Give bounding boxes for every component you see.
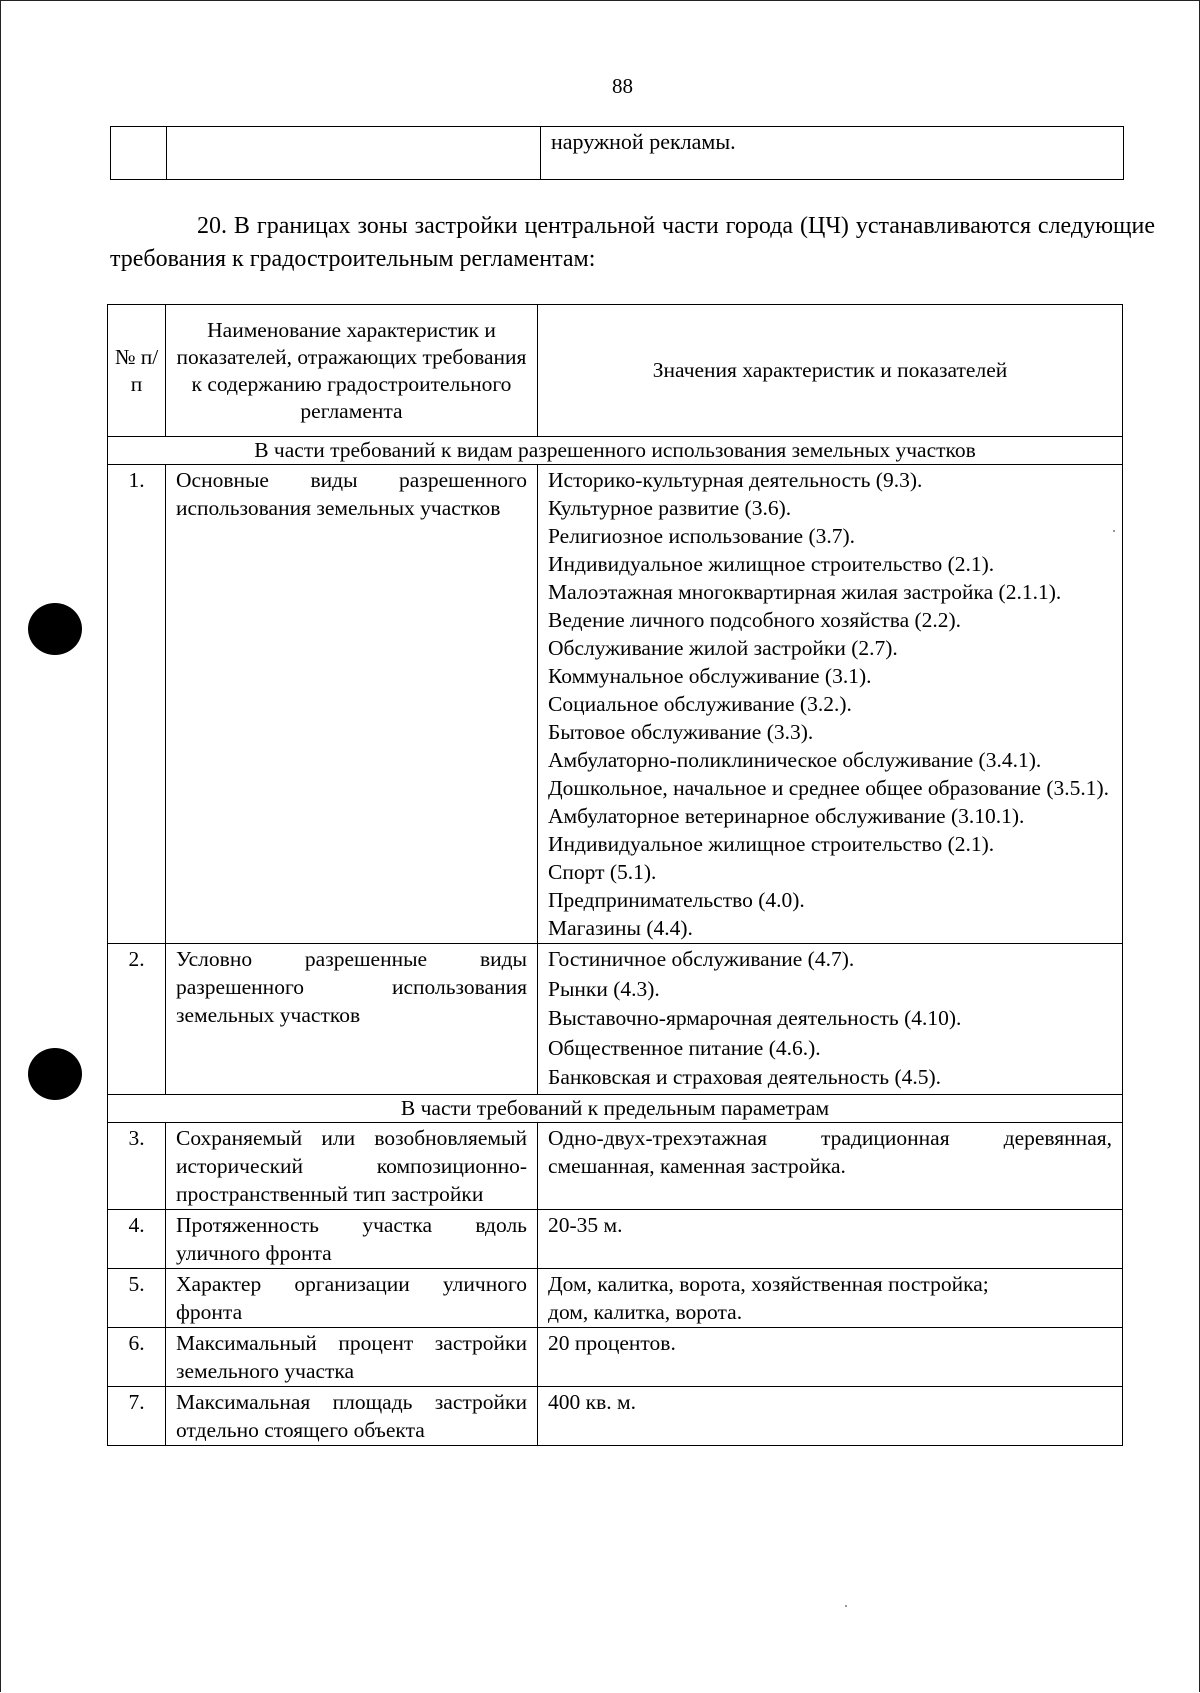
section-row [108, 437, 1123, 465]
paragraph-number: 20. [197, 213, 227, 239]
paragraph-text: В границах зоны застройки центральной части города (ЦЧ) устанавливаются следующие требования к градостроительным регламентам: [110, 213, 1156, 272]
row-values [538, 944, 1123, 1095]
value-line: Гостиничное обслуживание (4.7). [548, 947, 855, 971]
row-values [538, 1122, 1123, 1209]
intro-paragraph [110, 210, 1155, 276]
continued-value-cell: наружной рекламы. [541, 127, 1124, 180]
row-number: 1. [108, 465, 166, 944]
value-line: Историко-культурная деятельность (9.3). [548, 468, 923, 492]
value-line: Амбулаторно-поликлиническое обслуживание (3.4.1). [548, 748, 1042, 772]
row-name: Характер организации уличного фронта [166, 1268, 538, 1327]
row-number: 2. [108, 944, 166, 1095]
continuation-table [110, 126, 1124, 180]
empty-cell [167, 127, 541, 180]
row-values [538, 1209, 1123, 1268]
table-row [108, 1209, 1123, 1268]
value-line: Общественное питание (4.6.). [548, 1035, 821, 1060]
value-line: Дом, калитка, ворота, хозяйственная постройка; [548, 1271, 989, 1296]
row-values [538, 465, 1123, 944]
table-row [111, 127, 1124, 180]
empty-cell [111, 127, 167, 180]
value-line: 400 кв. м. [548, 1389, 636, 1414]
page-number: 88 [612, 74, 633, 98]
value-line: Религиозное использование (3.7). [548, 524, 856, 548]
value-line: Предпринимательство (4.0). [548, 888, 805, 912]
punch-hole-mark [28, 1048, 82, 1100]
value-line: Малоэтажная многоквартирная жилая застройка (2.1.1). [548, 580, 1062, 604]
table-row [108, 1268, 1123, 1327]
table-row [108, 1122, 1123, 1209]
table-header-row [108, 305, 1123, 437]
section-heading-limit-parameters: В части требований к предельным параметрам [108, 1094, 1123, 1122]
section-heading-permitted-use: В части требований к видам разрешенного использования земельных участков [108, 437, 1123, 465]
value-line: 20-35 м. [548, 1212, 623, 1237]
row-number: 4. [108, 1209, 166, 1268]
value-line: Индивидуальное жилищное строительство (2.1). [548, 832, 995, 856]
value-line: Амбулаторное ветеринарное обслуживание (3.10.1). [548, 804, 1025, 828]
row-values [538, 1386, 1123, 1445]
header-values: Значения характеристик и показателей [538, 305, 1123, 437]
header-name: Наименование характеристик и показателей, отражающих требования к содержанию градостроительного регламента [166, 305, 538, 437]
row-values [538, 1327, 1123, 1386]
row-name: Основные виды разрешенного использования земельных участков [166, 465, 538, 944]
value-line: Коммунальное обслуживание (3.1). [548, 664, 872, 688]
row-values [538, 1268, 1123, 1327]
value-line: Рынки (4.3). [548, 976, 660, 1001]
value-line: 20 процентов. [548, 1330, 676, 1355]
row-number: 3. [108, 1122, 166, 1209]
regulations-table [107, 304, 1123, 1446]
row-name: Сохраняемый или возобновляемый исторический композиционно-пространственный тип застройки [166, 1122, 538, 1209]
value-line: дом, калитка, ворота. [548, 1299, 743, 1324]
table-row [108, 1327, 1123, 1386]
value-line: Индивидуальное жилищное строительство (2.1). [548, 552, 995, 576]
row-name: Условно разрешенные виды разрешенного использования земельных участков [166, 944, 538, 1095]
value-line: Магазины (4.4). [548, 916, 693, 940]
value-line: Дошкольное, начальное и среднее общее образование (3.5.1). [548, 776, 1110, 800]
table-row [108, 465, 1123, 944]
row-name: Максимальный процент застройки земельного участка [166, 1327, 538, 1386]
row-name: Максимальная площадь застройки отдельно стоящего объекта [166, 1386, 538, 1445]
value-line: Спорт (5.1). [548, 860, 657, 884]
value-line: Ведение личного подсобного хозяйства (2.2). [548, 608, 962, 632]
section-row [108, 1094, 1123, 1122]
row-number: 5. [108, 1268, 166, 1327]
header-num: № п/п [108, 305, 166, 437]
scan-speck [845, 1605, 847, 1607]
punch-hole-mark [28, 603, 82, 655]
value-line: Одно-двух-трехэтажная традиционная деревянная, смешанная, каменная застройка. [548, 1125, 1112, 1178]
value-line: Бытовое обслуживание (3.3). [548, 720, 814, 744]
row-number: 6. [108, 1327, 166, 1386]
value-line: Банковская и страховая деятельность (4.5). [548, 1065, 942, 1089]
row-name: Протяженность участка вдоль уличного фронта [166, 1209, 538, 1268]
value-line: Обслуживание жилой застройки (2.7). [548, 636, 898, 660]
value-line: Социальное обслуживание (3.2.). [548, 692, 852, 716]
scan-speck [1113, 530, 1115, 532]
table-row [108, 1386, 1123, 1445]
row-number: 7. [108, 1386, 166, 1445]
value-line: Выставочно-ярмарочная деятельность (4.10). [548, 1006, 962, 1030]
table-row [108, 944, 1123, 1095]
value-line: Культурное развитие (3.6). [548, 496, 792, 520]
